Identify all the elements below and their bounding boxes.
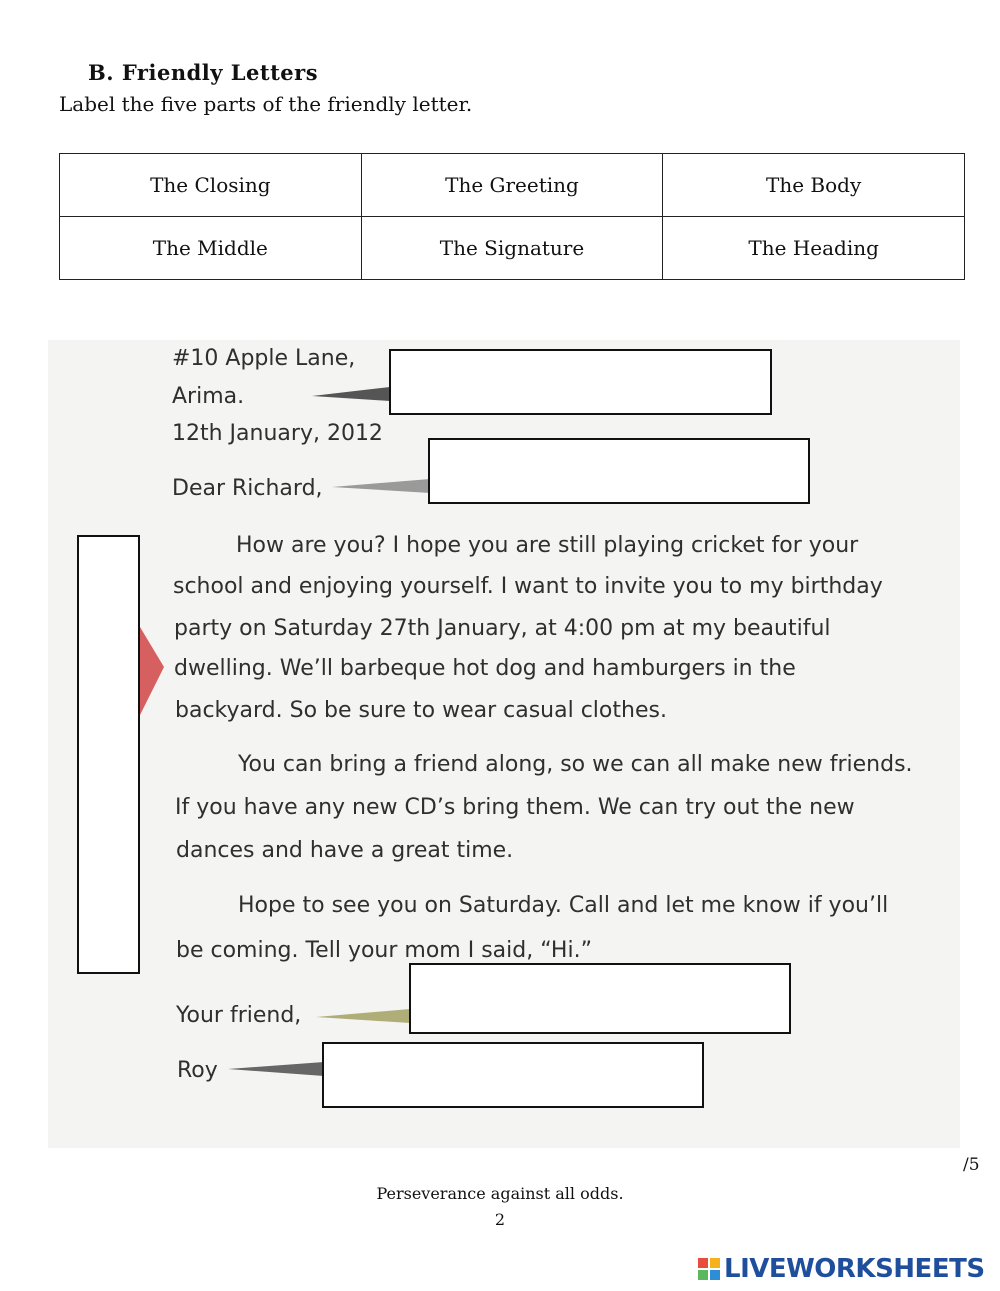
brand-name: LIVEWORKSHEETS (724, 1254, 985, 1284)
word-bank-option[interactable]: The Heading (663, 217, 965, 280)
word-bank-option[interactable]: The Closing (60, 154, 362, 217)
body-answer-box[interactable] (77, 535, 140, 974)
word-bank-option[interactable]: The Middle (60, 217, 362, 280)
letter-body-line: school and enjoying yourself. I want to invite you to my birthday (173, 574, 883, 599)
closing-answer-box[interactable] (409, 963, 791, 1034)
footer-motto: Perseverance against all odds. (376, 1184, 624, 1203)
letter-body-line: be coming. Tell your mom I said, “Hi.” (176, 938, 592, 963)
arrow-greeting-pointer (332, 476, 432, 496)
section-title: B. Friendly Letters (88, 60, 319, 85)
letter-body-line: dances and have a great time. (176, 838, 514, 863)
table-row (60, 154, 965, 217)
letter-body-line: If you have any new CD’s bring them. We can try out the new (175, 795, 855, 820)
arrow-closing-pointer (316, 1006, 412, 1026)
arrow-signature-pointer (228, 1060, 326, 1080)
table-row (60, 217, 965, 280)
word-bank-option[interactable]: The Body (663, 154, 965, 217)
greeting-answer-box[interactable] (428, 438, 810, 504)
letter-heading-date: 12th January, 2012 (172, 421, 383, 446)
letter-signature: Roy (177, 1058, 218, 1083)
letter-body-line: backyard. So be sure to wear casual clothes. (175, 698, 667, 723)
liveworksheets-brand (698, 1254, 985, 1284)
liveworksheets-logo-icon (698, 1258, 720, 1280)
letter-body-line: How are you? I hope you are still playing cricket for your (236, 533, 859, 558)
arrow-body-pointer (138, 625, 168, 720)
word-bank-option[interactable]: The Signature (361, 217, 663, 280)
letter-body-line: Hope to see you on Saturday. Call and let me know if you’ll (238, 893, 889, 918)
letter-heading-town: Arima. (172, 384, 245, 409)
arrow-heading-pointer (312, 384, 392, 404)
letter-body-line: party on Saturday 27th January, at 4:00 pm at my beautiful (174, 616, 831, 641)
signature-answer-box[interactable] (322, 1042, 704, 1108)
letter-greeting: Dear Richard, (172, 476, 323, 501)
word-bank-option[interactable]: The Greeting (361, 154, 663, 217)
heading-answer-box[interactable] (389, 349, 772, 415)
letter-closing: Your friend, (176, 1003, 302, 1028)
letter-body-line: You can bring a friend along, so we can all make new friends. (238, 752, 913, 777)
instructions: Label the five parts of the friendly letter. (59, 92, 473, 116)
page-number: 2 (494, 1210, 506, 1229)
score-label: /5 (963, 1155, 980, 1175)
word-bank-table (59, 153, 965, 280)
letter-body-line: dwelling. We’ll barbeque hot dog and hamburgers in the (174, 656, 796, 681)
letter-heading-address: #10 Apple Lane, (172, 346, 356, 371)
